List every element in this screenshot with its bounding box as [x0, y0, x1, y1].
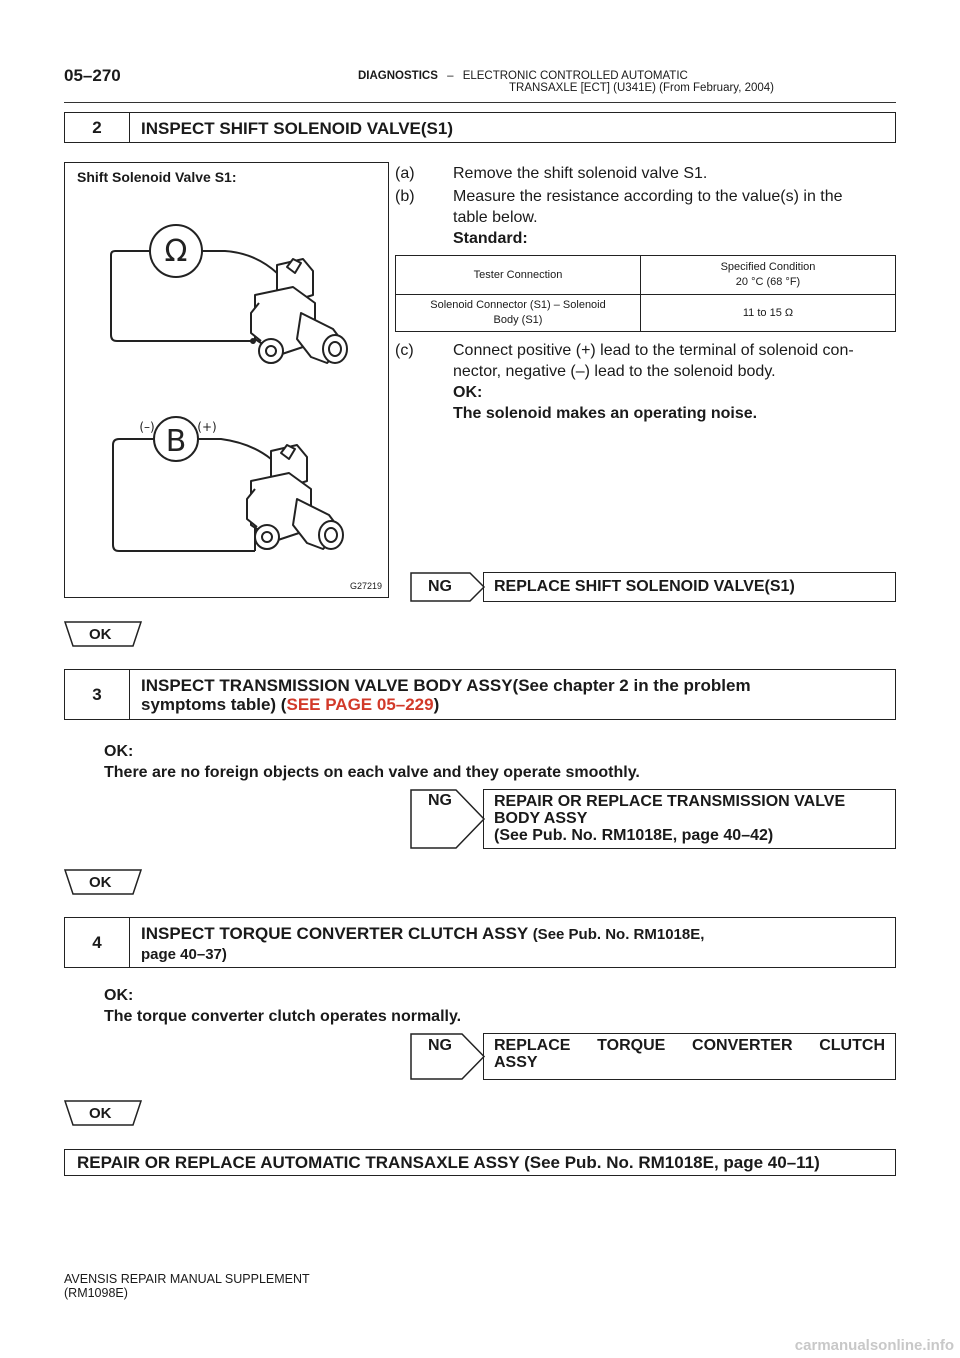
- instruction-b-line2: table below.: [453, 209, 538, 226]
- step-3-number: 3: [65, 670, 130, 719]
- table-header-condition-line1: Specified Condition: [720, 261, 816, 273]
- instruction-a-label: (a): [395, 165, 415, 182]
- instruction-c-text: [453, 340, 898, 424]
- table-row: [396, 295, 896, 332]
- step-4-title-main: INSPECT TORQUE CONVERTER CLUTCH ASSY: [141, 924, 533, 943]
- table-header-connection: Tester Connection: [396, 256, 641, 295]
- step-3-box: [64, 669, 896, 720]
- step-2-ng-label: NG: [428, 578, 452, 595]
- step-4-ng-label: NG: [428, 1037, 452, 1054]
- step-3-ok-label: OK:: [104, 743, 134, 760]
- table-connection-line1: Solenoid Connector (S1) – Solenoid: [430, 299, 606, 311]
- table-cell-connection: [396, 295, 641, 332]
- step-3-ng-line2: BODY ASSY: [494, 810, 588, 827]
- solenoid-diagram: [65, 163, 387, 596]
- standard-label: Standard:: [453, 230, 528, 247]
- watermark: carmanualsonline.info: [794, 1337, 954, 1354]
- step-2-title: INSPECT SHIFT SOLENOID VALVE(S1): [141, 119, 454, 138]
- ohm-symbol: Ω: [164, 234, 188, 269]
- step-2-box: [64, 112, 896, 143]
- instruction-a-text: Remove the shift solenoid valve S1.: [453, 165, 708, 182]
- step-4-ng-line2: ASSY: [494, 1054, 538, 1071]
- footer-line1: AVENSIS REPAIR MANUAL SUPPLEMENT: [64, 1272, 310, 1286]
- instruction-b-label: (b): [395, 188, 415, 205]
- page-number: 05–270: [64, 66, 121, 85]
- step-4-title-ref: (See Pub. No. RM1018E,: [532, 926, 705, 943]
- battery-minus-label: (–): [139, 420, 155, 434]
- step-4-ok-text: The torque converter clutch operates normally.: [104, 1008, 462, 1025]
- step-3-ng-action: [483, 789, 896, 849]
- step-4-ok-label: OK:: [104, 987, 134, 1004]
- section-name: DIAGNOSTICS: [358, 70, 438, 82]
- battery-symbol: B: [165, 424, 187, 459]
- instruction-c-label: (c): [395, 342, 414, 359]
- see-page-link[interactable]: SEE PAGE 05–229: [286, 695, 434, 714]
- step-3-ok-text: There are no foreign objects on each valve and they operate smoothly.: [104, 764, 640, 781]
- resistance-spec-table: [395, 255, 896, 332]
- instruction-c-line2: nector, negative (–) lead to the solenoid body.: [453, 363, 776, 380]
- table-header-row: [396, 256, 896, 295]
- section-subtitle-1: ELECTRONIC CONTROLLED AUTOMATIC: [462, 70, 688, 82]
- step-3-title-line2-pre: symptoms table) (: [141, 695, 287, 714]
- table-cell-condition: 11 to 15 Ω: [641, 295, 896, 332]
- step-3-title-line1: INSPECT TRANSMISSION VALVE BODY ASSY(See chapter 2 in the problem: [141, 676, 751, 695]
- solenoid-valve-icon: [251, 259, 347, 363]
- step-4-title: [141, 924, 887, 964]
- table-header-condition: [641, 256, 896, 295]
- ok-badge-3: OK: [89, 1105, 112, 1122]
- instruction-b-line1: Measure the resistance according to the value(s) in the: [453, 188, 843, 205]
- step-2-number: 2: [65, 113, 130, 142]
- step-3-ng-label: NG: [428, 792, 452, 809]
- table-connection-line2: Body (S1): [493, 314, 543, 326]
- step-4-number: 4: [65, 918, 130, 967]
- figure-title: Shift Solenoid Valve S1:: [77, 169, 237, 185]
- ok-badge-1: OK: [89, 626, 112, 643]
- step-4-title-line2: page 40–37): [141, 946, 227, 963]
- ok-badge-2: OK: [89, 874, 112, 891]
- section-header: [358, 70, 774, 94]
- table-header-condition-line2: 20 °C (68 °F): [735, 276, 801, 288]
- header-rule: [64, 102, 896, 103]
- footer: [64, 1272, 310, 1300]
- instruction-b-text: [453, 186, 898, 249]
- step-3-ng-line1: REPAIR OR REPLACE TRANSMISSION VALVE: [494, 793, 846, 810]
- step-2-ok-text: The solenoid makes an operating noise.: [453, 405, 758, 422]
- solenoid-valve-2-icon: [247, 445, 343, 549]
- figure-code: G27219: [349, 581, 382, 591]
- step-3-title: [141, 676, 887, 714]
- step-4-ok-block: [104, 985, 461, 1027]
- final-action-box: REPAIR OR REPLACE AUTOMATIC TRANSAXLE ASSY (See Pub. No. RM1018E, page 40–11): [64, 1149, 896, 1176]
- section-subtitle-2: TRANSAXLE [ECT] (U341E) (From February, 2004): [509, 82, 774, 94]
- step-4-box: [64, 917, 896, 968]
- step-2-ok-label: OK:: [453, 384, 483, 401]
- step-3-title-line2-post: ): [433, 695, 440, 714]
- step-2-ng-action: REPLACE SHIFT SOLENOID VALVE(S1): [483, 572, 896, 602]
- step-3-ok-block: [104, 741, 640, 783]
- step-4-ng-line1: REPLACE TORQUE CONVERTER CLUTCH: [494, 1037, 885, 1054]
- step-3-ng-line3: (See Pub. No. RM1018E, page 40–42): [494, 827, 774, 844]
- step-4-ng-action: [483, 1033, 896, 1080]
- solenoid-figure: [64, 162, 389, 598]
- battery-plus-label: (+): [197, 420, 217, 434]
- footer-line2: (RM1098E): [64, 1286, 128, 1300]
- section-separator: –: [447, 70, 454, 82]
- instruction-c-line1: Connect positive (+) lead to the terminal of solenoid con-: [453, 342, 854, 359]
